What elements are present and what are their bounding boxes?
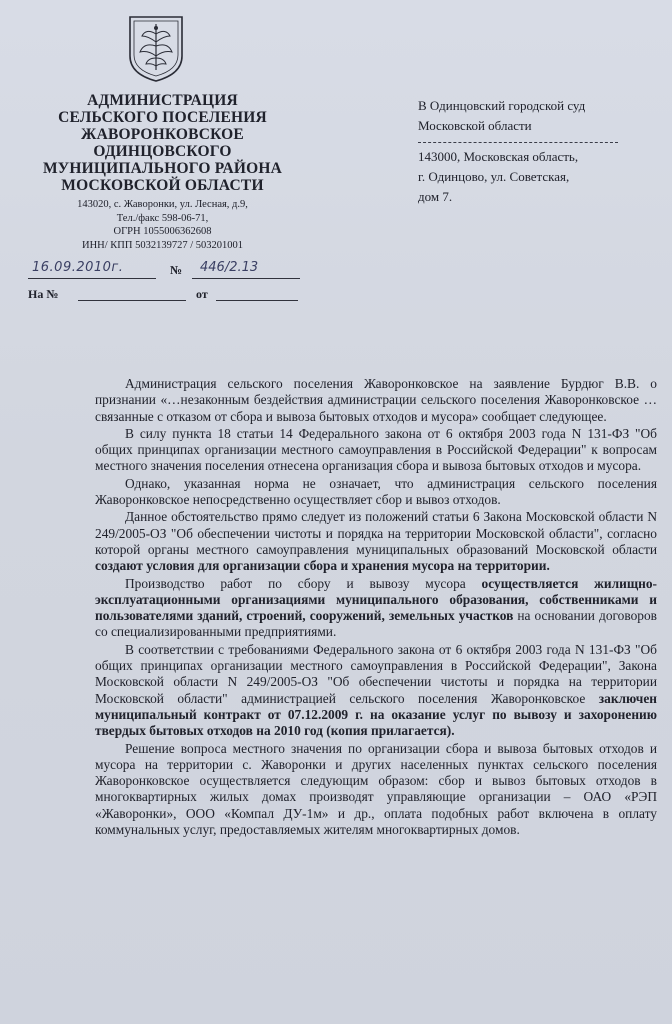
org-line: СЕЛЬСКОГО ПОСЕЛЕНИЯ [58, 109, 267, 126]
body-bold-span: заключен муниципальный контракт от 07.12.2009 г. на оказание услуг по вывозу и захоронению твердых бытовых отходов на 2010 год (копия прилагается). [95, 690, 657, 739]
org-line: МОСКОВСКОЙ ОБЛАСТИ [61, 177, 264, 194]
reply-from-label: от [196, 287, 208, 301]
date-underline [28, 278, 156, 279]
contact-line: 143020, с. Жаворонки, ул. Лесная, д.9, [77, 199, 248, 210]
body-paragraph [95, 509, 657, 574]
addressee-address-line: дом 7. [418, 189, 453, 204]
organization-name [40, 92, 285, 194]
addressee-address-line: г. Одинцово, ул. Советская, [418, 169, 570, 184]
body-bold-span: создают условия для организации сбора и хранения мусора на территории. [95, 558, 550, 574]
body-text-span: В соответствии с требованиями Федерального закона от 6 октября 2003 года N 131-ФЗ "Об общих принципах организации местного самоуправления в Российской Федерации", Закона Московской области N 249/2005-ОЗ "Об обеспечении чистоты и порядка на территории Московской области" администрацией сельского поселения Жаворонковское [95, 641, 657, 706]
reply-reference [20, 285, 310, 305]
number-label: № [170, 263, 183, 277]
body-paragraph [95, 576, 657, 641]
outgoing-date: 16.09.2010г. [32, 260, 124, 275]
addressee-line: В Одинцовский городской суд [418, 98, 586, 113]
body-text-span: Данное обстоятельство прямо следует из положений статьи 6 Закона Московской области N 249/2005-ОЗ "Об обеспечении чистоты и порядка на территории Московской области", согласно которой органы местного самоуправления муниципальных образований Московской области [95, 509, 657, 557]
contact-line: Тел./факс 598-06-71, [116, 212, 209, 224]
contact-line: ОГРН 1055006362608 [113, 226, 212, 237]
addressee-divider [418, 142, 618, 143]
outgoing-number: 446/2.13 [200, 260, 259, 275]
letter-body [95, 376, 657, 839]
reply-number-underline [78, 300, 186, 301]
body-text-span: Производство работ по сбору и вывозу мусора [125, 575, 482, 591]
body-paragraph: Однако, указанная норма не означает, что администрация сельского поселения Жаворонковское непосредственно осуществляет сбор и вывоз отходов. [95, 475, 657, 508]
org-line: ОДИНЦОВСКОГО [93, 143, 232, 160]
reply-date-underline [216, 300, 298, 301]
body-bold-span: осуществляется жилищно-эксплуатационными организациями муниципального образования, собственниками и пользователями зданий, строений, сооружений, земельных участков [95, 575, 657, 624]
body-text-span: на основании договоров со специализированными предприятиями. [95, 608, 658, 640]
org-line: МУНИЦИПАЛЬНОГО РАЙОНА [42, 160, 283, 177]
reply-number-label: На № [28, 287, 59, 301]
addressee-line: Московской области [418, 118, 532, 133]
number-underline [192, 278, 300, 279]
outgoing-registration [20, 262, 310, 282]
coat-of-arms-icon [126, 14, 186, 84]
body-paragraph: Решение вопроса местного значения по организации сбора и вывоза бытовых отходов и мусора на территории с. Жаворонки и других населенных пунктах сельского поселения Жаворонковское осуществляется следующим образом: сбор и вывоз бытовых отходов в многоквартирных жилых домах производят управляющие организации – ОАО «РЭП «Жаворонки», ООО «Компал ДУ-1м» и др., оплата подобных работ включена в оплату коммунальных услуг, предоставляемых жителям многоквартирных домов. [95, 740, 657, 838]
contact-line: ИНН/ КПП 5032139727 / 503201001 [81, 239, 243, 251]
body-paragraph: Администрация сельского поселения Жаворонковское на заявление Бурдюг В.В. о признании «…незаконным бездействия администрации сельского поселения Жаворонковское … связанные с отказом от сбора и вывоза бытовых отходов и мусора» сообщает следующее. [95, 376, 657, 424]
addressee-block [418, 96, 658, 207]
organization-contacts [40, 198, 285, 252]
addressee-address-line: 143000, Московская область, [418, 149, 579, 164]
body-paragraph: В силу пункта 18 статьи 14 Федерального закона от 6 октября 2003 года N 131-ФЗ "Об общих принципах организации местного самоуправления в Российской Федерации" к вопросам местного значения поселения отнесена организация сбора и вывоза бытовых отходов и мусора. [95, 425, 657, 474]
body-paragraph [95, 642, 657, 740]
org-line: АДМИНИСТРАЦИЯ [87, 92, 238, 109]
org-line: ЖАВОРОНКОВСКОЕ [81, 126, 244, 143]
